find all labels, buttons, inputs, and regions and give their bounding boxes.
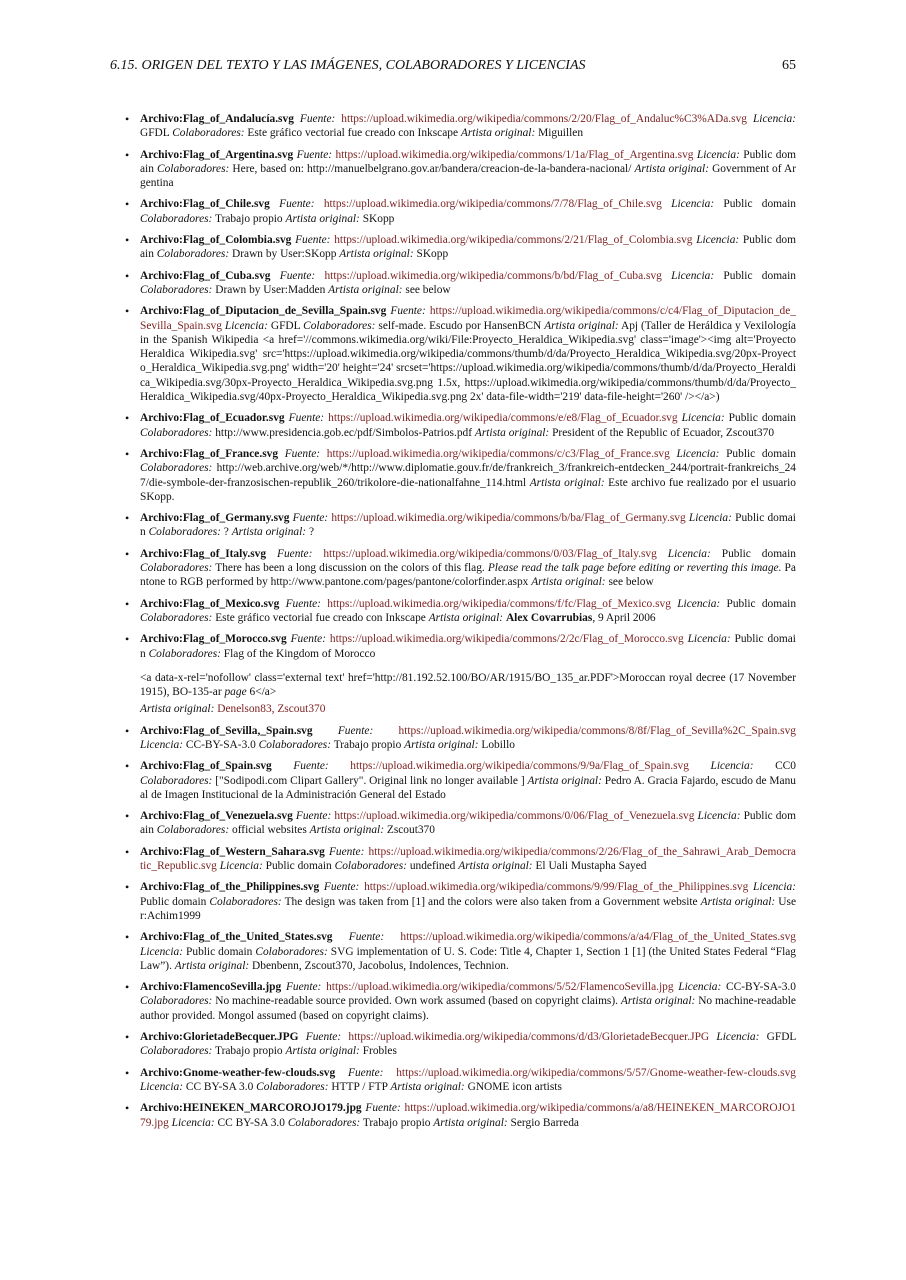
- running-header: [110, 58, 796, 74]
- fuente-label: Fuente:: [292, 512, 329, 525]
- artista-label: Artista original:: [474, 426, 550, 439]
- attribution-entry: [140, 1030, 796, 1059]
- artist-value: SKopp: [362, 212, 395, 225]
- artist-value: Pedro A. Gracia Fajardo, escudo de Manual de Imagen Institucional de la Administración General del Estado: [140, 774, 796, 801]
- source-url-link[interactable]: https://upload.wikimedia.org/wikipedia/commons/5/57/Gnome-weather-few-clouds.svg: [396, 1066, 796, 1079]
- attribution-entry: [140, 632, 796, 716]
- artist-value: Government of Argentina: [140, 162, 796, 190]
- source-url-link[interactable]: https://upload.wikimedia.org/wikipedia/commons/0/06/Flag_of_Venezuela.svg: [334, 810, 695, 823]
- artist-value: Zscout370: [386, 824, 435, 837]
- colaboradores-label: Colaboradores:: [303, 319, 376, 332]
- license-value: CC-BY-SA-3.0: [726, 981, 796, 994]
- page-number: 65: [782, 58, 796, 73]
- license-value: Public domain: [728, 412, 796, 425]
- license-value: Public domain: [726, 447, 796, 460]
- file-name: Archivo:Flag_of_the_United_States.svg: [140, 931, 333, 944]
- colaboradores-label: Colaboradores:: [140, 995, 213, 1008]
- file-name: Archivo:Flag_of_Colombia.svg: [140, 234, 292, 247]
- license-value: Public domain: [140, 512, 796, 539]
- license-value: Public domain: [723, 269, 796, 282]
- license-value: Public domain: [140, 633, 796, 660]
- attribution-entry: [140, 112, 796, 141]
- contributors-value: Drawn by User:Madden: [215, 283, 326, 296]
- attribution-entry: [140, 197, 796, 226]
- licencia-label: Licencia:: [671, 269, 715, 282]
- licencia-label: Licencia:: [696, 148, 740, 161]
- contributors-value: HTTP / FTP: [331, 1080, 388, 1093]
- source-url-link[interactable]: https://upload.wikimedia.org/wikipedia/commons/c/c4/Flag_of_Diputacion_de_Sevilla_Spain.svg: [140, 305, 796, 332]
- artist-value: Miguillen: [538, 127, 584, 140]
- extra-tail: 6</a>: [249, 686, 277, 699]
- colaboradores-label: Colaboradores:: [209, 895, 282, 908]
- artista-label: Artista original:: [620, 995, 696, 1008]
- artist-value: GNOME icon artists: [467, 1080, 562, 1093]
- licencia-label: Licencia:: [671, 198, 715, 211]
- artist-value: User:Achim1999: [140, 895, 796, 922]
- colaboradores-label: Colaboradores:: [140, 462, 213, 475]
- extra-paragraph: [140, 671, 796, 700]
- artist-value: El Uali Mustapha Sayed: [535, 860, 647, 873]
- artist-line: [140, 702, 796, 716]
- license-value: Public domain: [140, 234, 796, 261]
- contributors-value: The design was taken from [1] and the colors were also taken from a Government website: [284, 895, 698, 908]
- source-url-link[interactable]: https://upload.wikimedia.org/wikipedia/commons/9/99/Flag_of_the_Philippines.svg: [364, 881, 749, 894]
- colaboradores-label: Colaboradores:: [172, 127, 245, 140]
- file-name: Archivo:Flag_of_Sevilla,_Spain.svg: [140, 724, 313, 737]
- colaboradores-label: Colaboradores:: [156, 824, 230, 837]
- fuente-label: Fuente:: [305, 1031, 342, 1044]
- license-value: Public domain: [140, 895, 207, 908]
- artist-value: Frobles: [362, 1045, 397, 1058]
- artista-label: Artista original:: [529, 476, 605, 489]
- attribution-entry: [140, 304, 796, 404]
- artist-value: SKopp: [416, 248, 449, 261]
- source-url-link[interactable]: https://upload.wikimedia.org/wikipedia/commons/a/a8/HEINEKEN_MARCOROJO179.jpg: [140, 1102, 796, 1129]
- artista-label: Artista original:: [174, 959, 250, 972]
- contributors-value: undefined: [409, 860, 456, 873]
- attribution-entry: [140, 759, 796, 802]
- colaboradores-label: Colaboradores:: [258, 738, 332, 751]
- file-name: Archivo:Gnome-weather-few-clouds.svg: [140, 1066, 336, 1079]
- artista-label: Artista original:: [527, 774, 602, 787]
- attribution-entry: [140, 1101, 796, 1130]
- file-name: Archivo:Flag_of_Diputacion_de_Sevilla_Spain.svg: [140, 305, 387, 318]
- source-url-link[interactable]: https://upload.wikimedia.org/wikipedia/commons/2/2c/Flag_of_Morocco.svg: [329, 633, 684, 646]
- license-value: Public domain: [726, 597, 797, 610]
- file-name: Archivo:Flag_of_Chile.svg: [140, 198, 270, 211]
- artista-label: Artista original:: [404, 738, 479, 751]
- license-value: GFDL: [766, 1031, 796, 1044]
- contributors-note: Please read the talk page before editing or reverting this image.: [487, 562, 782, 575]
- license-value: GFDL: [140, 127, 170, 140]
- extra-text: <a data-x-rel='nofollow' class='external text' href='http://81.192.52.100/BO/AR/1915/BO_135_ar.PDF'>Moroccan royal decree (17 November 1915), BO-135-ar: [140, 671, 796, 699]
- contributors-value: Flag of the Kingdom of Morocco: [223, 647, 376, 660]
- file-name: Archivo:Flag_of_Italy.svg: [140, 547, 267, 560]
- fuente-label: Fuente:: [337, 724, 374, 737]
- artista-label: Artista original:: [231, 526, 307, 539]
- artista-label: Artista original:: [339, 248, 414, 261]
- attribution-entry: [140, 269, 796, 298]
- license-value: CC BY-SA 3.0: [185, 1080, 254, 1093]
- contributors-value: Trabajo propio: [333, 738, 402, 751]
- licencia-label: Licencia:: [752, 881, 796, 894]
- licencia-label: Licencia:: [224, 319, 268, 332]
- source-url-link[interactable]: https://upload.wikimedia.org/wikipedia/commons/9/9a/Flag_of_Spain.svg: [350, 760, 689, 773]
- licencia-label: Licencia:: [752, 113, 796, 125]
- file-name: Archivo:Flag_of_Mexico.svg: [140, 597, 280, 610]
- artista-label: Artista original:: [634, 162, 710, 175]
- fuente-label: Fuente:: [348, 931, 385, 944]
- colaboradores-label: Colaboradores:: [148, 647, 221, 660]
- source-url-link[interactable]: https://upload.wikimedia.org/wikipedia/commons/b/bd/Flag_of_Cuba.svg: [324, 269, 662, 282]
- source-url-link[interactable]: https://upload.wikimedia.org/wikipedia/commons/8/8f/Flag_of_Sevilla%2C_Spain.svg: [398, 724, 796, 737]
- artist-value: , 9 April 2006: [592, 611, 656, 624]
- contributors-value: Este gráfico vectorial fue creado con Inkscape: [215, 611, 426, 624]
- artista-label: Artista original:: [140, 703, 215, 716]
- contributors-value: Drawn by User:SKopp: [232, 248, 337, 261]
- attribution-entry: [140, 930, 796, 973]
- fuente-label: Fuente:: [323, 881, 360, 894]
- colaboradores-label: Colaboradores:: [140, 611, 213, 624]
- colaboradores-label: Colaboradores:: [140, 212, 213, 225]
- file-name: Archivo:Flag_of_Venezuela.svg: [140, 810, 293, 823]
- artista-label: Artista original:: [285, 212, 360, 225]
- source-url-link[interactable]: https://upload.wikimedia.org/wikipedia/commons/a/a4/Flag_of_the_United_States.svg: [400, 931, 796, 944]
- colaboradores-label: Colaboradores:: [156, 162, 230, 175]
- licencia-label: Licencia:: [677, 597, 721, 610]
- file-name: Archivo:Flag_of_Morocco.svg: [140, 633, 287, 646]
- file-name: Archivo:Flag_of_Ecuador.svg: [140, 412, 285, 425]
- license-value: CC BY-SA 3.0: [217, 1116, 285, 1129]
- file-name: Archivo:FlamencoSevilla.jpg: [140, 981, 282, 994]
- artist-value: Sergio Barreda: [510, 1116, 579, 1129]
- file-name: Archivo:Flag_of_Cuba.svg: [140, 269, 271, 282]
- attribution-list: [140, 112, 796, 1137]
- extra-italic: page: [224, 686, 247, 699]
- artista-label: Artista original:: [433, 1116, 508, 1129]
- attribution-entry: [140, 411, 796, 440]
- artist-value: see below: [608, 576, 654, 589]
- contributors-value: Trabajo propio: [215, 212, 283, 225]
- colaboradores-label: Colaboradores:: [287, 1116, 361, 1129]
- fuente-label: Fuente:: [299, 113, 336, 125]
- contributors-tail: Pantone to RGB performed by http://www.pantone.com/pages/pantone/colorfinder.aspx: [140, 562, 796, 589]
- colaboradores-label: Colaboradores:: [148, 526, 221, 539]
- contributors-value: official websites: [232, 824, 307, 837]
- file-name: Archivo:Flag_of_Argentina.svg: [140, 148, 294, 161]
- licencia-label: Licencia:: [696, 234, 740, 247]
- contributors-value: SVG implementation of U. S. Code: Title 4, Chapter 1, Section 1 [1] (the United States Federal “Flag Law”).: [140, 945, 796, 972]
- fuente-label: Fuente:: [290, 633, 326, 646]
- artista-label: Artista original:: [460, 127, 536, 140]
- licencia-label: Licencia:: [667, 547, 711, 560]
- fuente-label: Fuente:: [276, 547, 313, 560]
- attribution-entry: [140, 511, 796, 540]
- artist-value: Dbenbenn, Zscout370, Jacobolus, Indolences, Technion.: [252, 959, 509, 972]
- source-url-link[interactable]: https://upload.wikimedia.org/wikipedia/commons/0/03/Flag_of_Italy.svg: [323, 547, 657, 560]
- file-name: Archivo:GlorietadeBecquer.JPG: [140, 1031, 299, 1044]
- licencia-label: Licencia:: [676, 447, 720, 460]
- artista-label: Artista original:: [544, 319, 619, 332]
- artist-name: Alex Covarrubias: [505, 611, 593, 624]
- artist-value: Este archivo fue realizado por el usuario SKopp.: [140, 476, 796, 503]
- attribution-entry: [140, 597, 796, 626]
- colaboradores-label: Colaboradores:: [334, 860, 407, 873]
- fuente-label: Fuente:: [348, 1066, 384, 1079]
- license-value: Public domain: [265, 860, 332, 873]
- artista-label: Artista original:: [328, 283, 403, 296]
- attribution-entry: [140, 880, 796, 923]
- fuente-label: Fuente:: [390, 305, 426, 318]
- license-value: Public domain: [721, 547, 796, 560]
- contributors-value: ["Sodipodi.com Clipart Gallery". Original link no longer available ]: [215, 774, 525, 787]
- artista-label: Artista original:: [428, 611, 504, 624]
- source-url-link[interactable]: https://upload.wikimedia.org/wikipedia/commons/d/d3/GlorietadeBecquer.JPG: [348, 1031, 710, 1044]
- attribution-entry: [140, 809, 796, 838]
- artist-value: Apj (Taller de Heráldica y Vexilología in the Spanish Wikipedia <a href='//commons.wikimedia.org/wiki/File:Proyecto_Heraldica_Wikipedia.svg' class='image'><img alt='Proyecto Heraldica Wikipedia.svg' src='https://upload.wikimedia.org/wikipedia/commons/thumb/d/da/Proyecto_Heraldica_Wikipedia.svg/20px-Proyecto_Heraldica_Wikipedia.svg.png' width='20' height='24' srcset='https://upload.wikimedia.org/wikipedia/commons/thumb/d/da/Proyecto_Heraldica_Wikipedia.svg/30px-Proyecto_Heraldica_Wikipedia.svg.png 1.5x, https://upload.wikimedia.org/wikipedia/commons/thumb/d/da/Proyecto_Heraldica_Wikipedia.svg/40px-Proyecto_Heraldica_Wikipedia.svg.png 2x' data-file-width='219' data-file-height='260' /></a>): [140, 319, 796, 404]
- source-url-link[interactable]: https://upload.wikimedia.org/wikipedia/commons/2/21/Flag_of_Colombia.svg: [334, 234, 693, 247]
- licencia-label: Licencia:: [140, 738, 184, 751]
- license-value: Public domain: [140, 148, 797, 175]
- artist-value: see below: [405, 283, 451, 296]
- section-title: 6.15. ORIGEN DEL TEXTO Y LAS IMÁGENES, COLABORADORES Y LICENCIAS: [110, 58, 586, 73]
- attribution-entry: [140, 547, 796, 590]
- licencia-label: Licencia:: [171, 1116, 215, 1129]
- fuente-label: Fuente:: [295, 810, 332, 823]
- attribution-entry: [140, 845, 796, 874]
- license-value: Public domain: [723, 198, 796, 211]
- colaboradores-label: Colaboradores:: [140, 1045, 213, 1058]
- source-url-link[interactable]: https://upload.wikimedia.org/wikipedia/commons/2/20/Flag_of_Andaluc%C3%ADa.svg: [341, 113, 747, 125]
- fuente-label: Fuente:: [285, 981, 322, 994]
- source-url-link[interactable]: https://upload.wikimedia.org/wikipedia/commons/2/26/Flag_of_the_Sahrawi_Arab_Democratic_Republic.svg: [140, 845, 796, 873]
- license-value: CC0: [775, 760, 796, 773]
- license-value: GFDL: [270, 319, 301, 332]
- artist-value: No machine-readable author provided. Mongol assumed (based on copyright claims).: [140, 995, 796, 1022]
- contributors-value: Here, based on: http://manuelbelgrano.gov.ar/bandera/creacion-de-la-bandera-nacional/: [232, 162, 632, 175]
- file-name: Archivo:Flag_of_France.svg: [140, 447, 279, 460]
- artista-label: Artista original:: [285, 1045, 360, 1058]
- fuente-label: Fuente:: [279, 269, 316, 282]
- licencia-label: Licencia:: [678, 981, 722, 994]
- attribution-entry: [140, 980, 796, 1023]
- source-url-link[interactable]: https://upload.wikimedia.org/wikipedia/commons/b/ba/Flag_of_Germany.svg: [331, 512, 686, 525]
- contributors-value: Este gráfico vectorial fue creado con Inkscape: [247, 127, 459, 140]
- artista-label: Artista original:: [309, 824, 384, 837]
- contributors-value: ?: [223, 526, 229, 539]
- fuente-label: Fuente:: [365, 1102, 401, 1115]
- licencia-label: Licencia:: [219, 860, 263, 873]
- fuente-label: Fuente:: [279, 198, 315, 211]
- source-url-link[interactable]: https://upload.wikimedia.org/wikipedia/commons/e/e8/Flag_of_Ecuador.svg: [328, 412, 678, 425]
- license-value: CC-BY-SA-3.0: [185, 738, 256, 751]
- file-name: Archivo:Flag_of_Spain.svg: [140, 760, 272, 773]
- contributors-value: http://www.presidencia.gob.ec/pdf/Simbolos-Patrios.pdf: [215, 426, 472, 439]
- artista-label: Artista original:: [458, 860, 533, 873]
- contributors-value: There has been a long discussion on the colors of this flag.: [215, 562, 485, 575]
- licencia-label: Licencia:: [688, 512, 732, 525]
- contributors-value: Trabajo propio: [362, 1116, 431, 1129]
- colaboradores-label: Colaboradores:: [140, 562, 213, 575]
- file-name: Archivo:HEINEKEN_MARCOROJO179.jpg: [140, 1102, 362, 1115]
- artist-value: ?: [308, 526, 314, 539]
- licencia-label: Licencia:: [140, 945, 184, 958]
- licencia-label: Licencia:: [681, 412, 725, 425]
- artist-value: Lobillo: [481, 738, 515, 751]
- source-url-link[interactable]: https://upload.wikimedia.org/wikipedia/commons/c/c3/Flag_of_France.svg: [326, 447, 670, 460]
- licencia-label: Licencia:: [716, 1031, 760, 1044]
- fuente-label: Fuente:: [296, 148, 333, 161]
- source-url-link[interactable]: https://upload.wikimedia.org/wikipedia/commons/f/fc/Flag_of_Mexico.svg: [327, 597, 671, 610]
- license-value: Public domain: [186, 945, 253, 958]
- colaboradores-label: Colaboradores:: [140, 774, 213, 787]
- fuente-label: Fuente:: [285, 597, 321, 610]
- fuente-label: Fuente:: [288, 412, 325, 425]
- colaboradores-label: Colaboradores:: [140, 426, 213, 439]
- colaboradores-label: Colaboradores:: [255, 945, 328, 958]
- artista-label: Artista original:: [700, 895, 776, 908]
- fuente-label: Fuente:: [293, 760, 329, 773]
- source-url-link[interactable]: https://upload.wikimedia.org/wikipedia/commons/5/52/FlamencoSevilla.jpg: [326, 981, 674, 994]
- file-name: Archivo:Flag_of_Germany.svg: [140, 512, 290, 525]
- artista-label: Artista original:: [390, 1080, 465, 1093]
- colaboradores-label: Colaboradores:: [140, 283, 213, 296]
- licencia-label: Licencia:: [140, 1080, 184, 1093]
- artist-value: President of the Republic of Ecuador, Zscout370: [552, 426, 775, 439]
- file-name: Archivo:Flag_of_the_Philippines.svg: [140, 881, 320, 894]
- licencia-label: Licencia:: [710, 760, 754, 773]
- attribution-entry: [140, 447, 796, 504]
- colaboradores-label: Colaboradores:: [156, 248, 230, 261]
- fuente-label: Fuente:: [284, 447, 321, 460]
- fuente-label: Fuente:: [328, 845, 365, 858]
- contributors-value: self-made. Escudo por HansenBCN: [378, 319, 542, 332]
- artist-value[interactable]: Denelson83, Zscout370: [217, 703, 326, 716]
- source-url-link[interactable]: https://upload.wikimedia.org/wikipedia/commons/1/1a/Flag_of_Argentina.svg: [335, 148, 694, 161]
- fuente-label: Fuente:: [295, 234, 331, 247]
- attribution-entry: [140, 233, 796, 262]
- attribution-entry: [140, 1066, 796, 1095]
- file-name: Archivo:Flag_of_Andalucía.svg: [140, 113, 294, 125]
- colaboradores-label: Colaboradores:: [256, 1080, 329, 1093]
- contributors-value: Trabajo propio: [215, 1045, 283, 1058]
- file-name: Archivo:Flag_of_Western_Sahara.svg: [140, 845, 325, 858]
- attribution-entry: [140, 148, 796, 191]
- contributors-value: No machine-readable source provided. Own work assumed (based on copyright claims).: [215, 995, 619, 1008]
- attribution-entry: [140, 724, 796, 753]
- license-value: Public domain: [140, 810, 796, 837]
- licencia-label: Licencia:: [687, 633, 731, 646]
- licencia-label: Licencia:: [697, 810, 741, 823]
- source-url-link[interactable]: https://upload.wikimedia.org/wikipedia/commons/7/78/Flag_of_Chile.svg: [323, 198, 662, 211]
- contributors-value: http://web.archive.org/web/*/http://www.diplomatie.gouv.fr/de/frankreich_3/frankreich-entdecken_244/portrait-frankreichs_247/die-symbole-der-franzosischen-republik_260/trikolore-die-nationalfahne_114.html: [140, 462, 796, 489]
- artista-label: Artista original:: [531, 576, 606, 589]
